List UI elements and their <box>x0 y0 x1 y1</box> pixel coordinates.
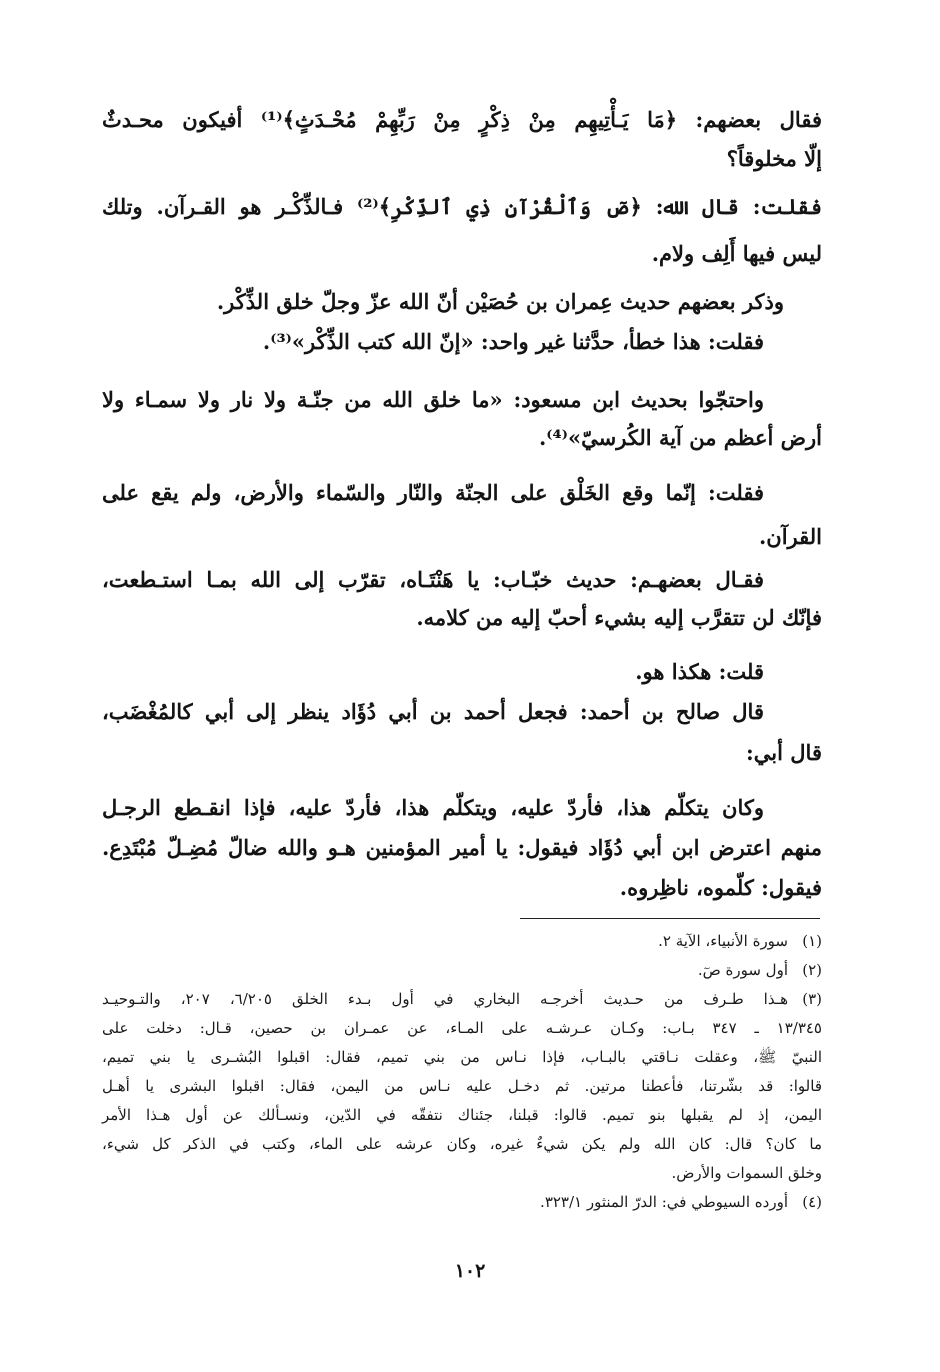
body-line-14: قال صالح بن أحمد: فجعل أحمد بن أبي دُؤَاد ينظر إلى أبي كالمُغْضَب، <box>102 699 764 724</box>
page-number: ١٠٢ <box>454 1260 486 1282</box>
footnote-3-line-2: ١٣/٣٤٥ ـ ٣٤٧ بـاب: وكـان عـرشـه على المـاء، عن عمـران بن حصين، قـال: دخلت على <box>102 1019 822 1037</box>
footnote-3-line-5: اليمن، إذ لم يقبلها بنو تميم. قالوا: قبلنا، جئناك نتفقّه في الدّين، ونسـألك عن أول هـذا الأمر <box>102 1106 822 1124</box>
footnote-3-line-4: قالوا: قد بشّرتنا، فأعطنا مرتين. ثم دخـل عليه نـاس من اليمن، فقال: اقبلوا البشرى يا أهـل <box>102 1077 822 1095</box>
body-line-7: واحتجّوا بحديث ابن مسعود: «ما خلق الله من جنّـة ولا نار ولا سمـاء ولا <box>102 387 764 412</box>
body-line-15: قال أبي: <box>746 740 822 765</box>
footnote-3-line-7: وخلق السموات والأرض. <box>671 1164 822 1182</box>
body-line-18: فيقول: كلّموه، ناظِروه. <box>619 875 822 900</box>
body-line-13: قلت: هكذا هو. <box>635 659 764 684</box>
body-line-8: أرض أعظم من آية الكُرسيّ»⁽⁴⁾. <box>538 425 822 450</box>
footnote-text: أورده السيوطي في: الدرّ المنثور ٣٢٣/١. <box>540 1193 788 1211</box>
body-line-9: فقلت: إنّما وقع الخَلْق على الجنّة والنّار والسّماء والأرض، ولم يقع على <box>102 480 764 505</box>
footnote-number: (٣) <box>802 990 822 1008</box>
body-line-3: فقلت: قال الله: ﴿صٓ وَٱلْقُرْآنِ ذِي ٱلذِّكْرِ﴾⁽²⁾ فـالذِّكْـر هو القـرآن. وتلك <box>102 194 823 219</box>
body-line-5: وذكر بعضهم حديث عِمران بن حُصَيْن أنّ الله عزّ وجلّ خلق الذِّكْر. <box>216 289 784 314</box>
body-line-4: ليس فيها أَلِف ولام. <box>651 241 822 266</box>
body-line-11: فقـال بعضهـم: حديث خبّـاب: يا هَنْتَـاه، تقرّب إلى الله بمـا استـطعت، <box>102 567 764 592</box>
body-line-2: إلّا مخلوقاً؟ <box>726 146 822 171</box>
footnote-3 <box>102 985 822 1013</box>
footnote-text: أول سورة صٓ. <box>697 961 788 979</box>
footnote-text: سورة الأنبياء، الآية ٢. <box>658 932 788 950</box>
body-line-16: وكان يتكلّم هذا، فأردّ عليه، ويتكلّم هذا، فأردّ عليه، فإذا انقـطع الرجـل <box>102 795 764 820</box>
footnote-4 <box>540 1188 822 1216</box>
body-line-12: فإنّك لن تتقرَّب إليه بشيء أحبّ إليه من كلامه. <box>416 605 822 630</box>
footnote-number: (١) <box>802 932 822 950</box>
body-line-1: فقال بعضهم: ﴿مَا يَـأْتِيهِم مِنْ ذِكْرٍ مِنْ رَبِّهِمْ مُحْـدَثٍ﴾⁽¹⁾ أفيكون محـدثٌ <box>102 107 822 132</box>
footnote-2 <box>698 956 822 984</box>
footnote-3-line-3: النبيّ ﷺ، وعقلت نـاقتي بالبـاب، فإذا نـاس من بني تميم، فقال: اقبلوا البُشـرى يا بني تميم، <box>102 1048 822 1066</box>
body-line-17: منهم اعترض ابن أبي دُؤَاد فيقول: يا أمير المؤمنين هـو والله ضالّ مُضِـلّ مُبْتَدِع. <box>102 835 822 860</box>
body-line-10: القرآن. <box>758 524 822 549</box>
body-line-6: فقلت: هذا خطأ، حدَّثنا غير واحد: «إنّ الله كتب الذِّكْر»⁽³⁾. <box>262 329 764 354</box>
footnote-1 <box>658 927 822 955</box>
footnote-separator <box>520 918 820 919</box>
footnote-number: (٤) <box>802 1193 822 1211</box>
footnote-number: (٢) <box>802 961 822 979</box>
footnote-text: هـذا طـرف من حـديث أخرجـه البخاري في أول بـدء الخلق ٦/٢٠٥، ٢٠٧، والتـوحيـد <box>102 990 789 1008</box>
footnote-3-line-6: ما كان؟ قال: كان الله ولم يكن شيءٌ غيره، وكان عرشه على الماء، وكتب في الذكر كل شيء، <box>102 1135 822 1153</box>
